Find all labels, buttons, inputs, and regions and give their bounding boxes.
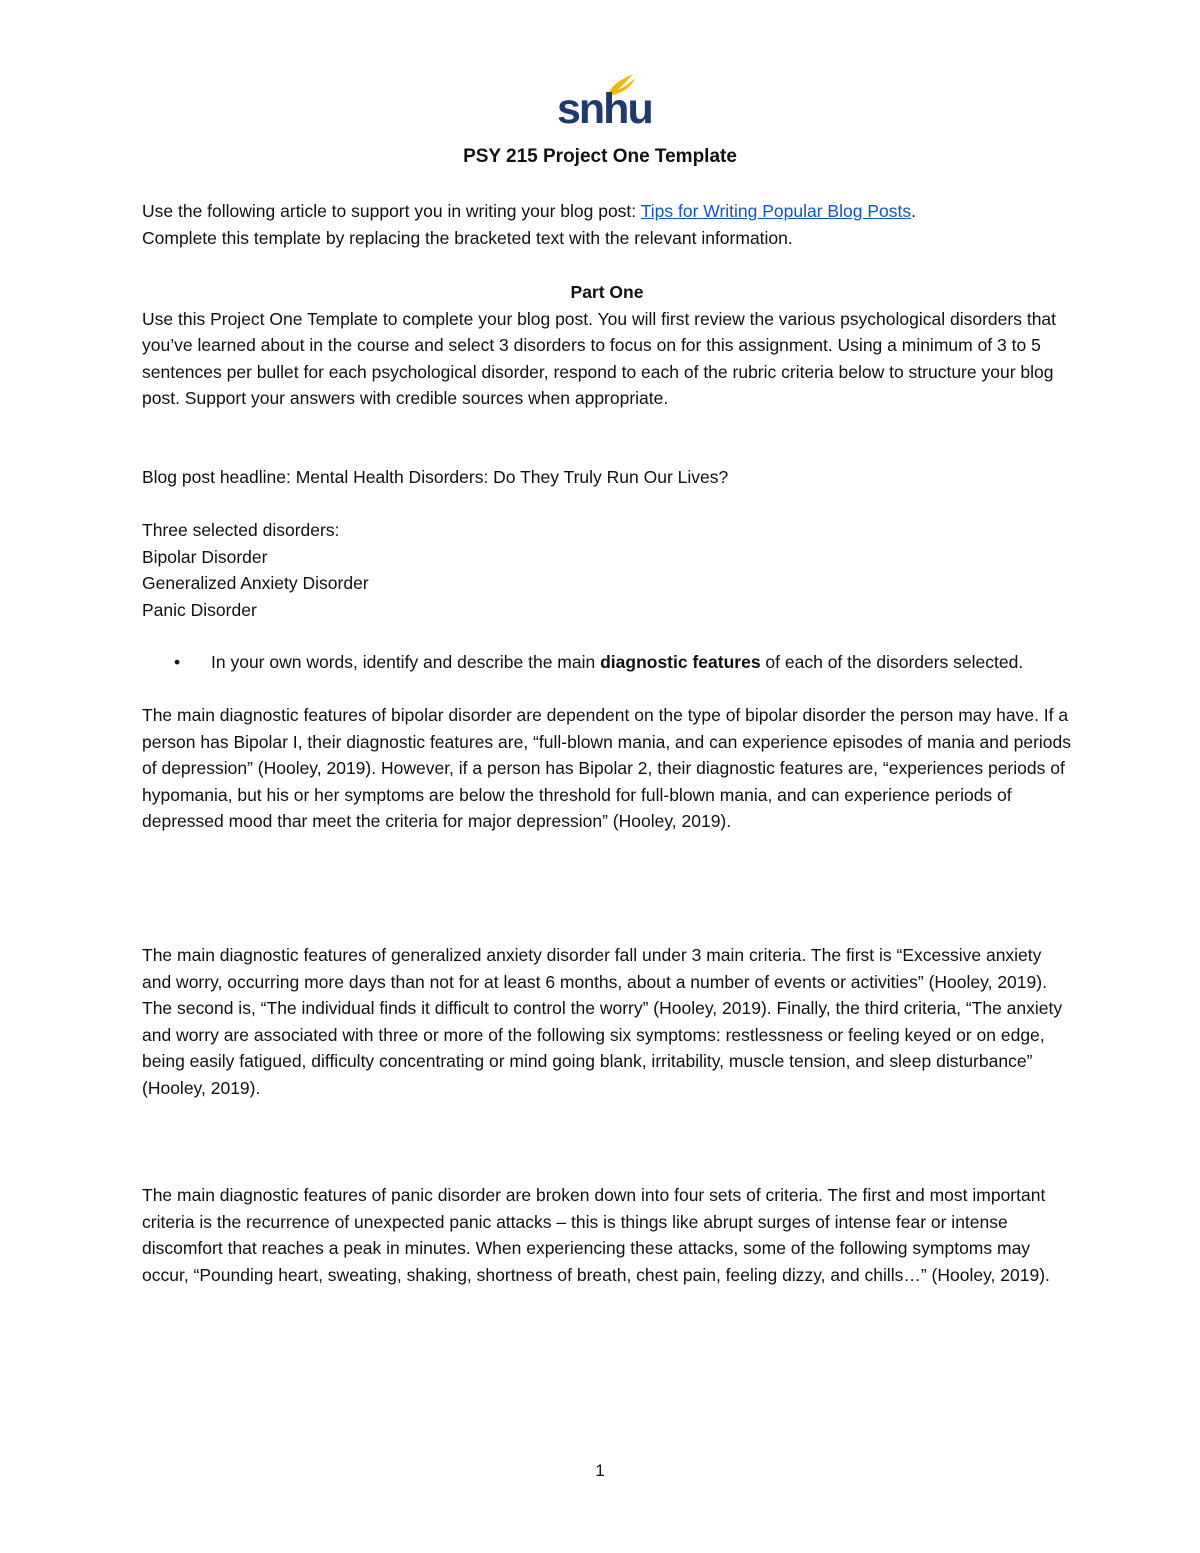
list-item: Panic Disorder <box>142 599 257 620</box>
selected-label: Three selected disorders: <box>142 520 340 540</box>
part-heading: Part One <box>570 282 644 302</box>
bullet-prefix: In your own words, identify and describe the main <box>211 652 601 672</box>
intro-text: Use the following article to support you in writing your blog post: <box>142 201 641 221</box>
intro-line-2: Complete this template by replacing the bracketed text with the relevant information. <box>142 227 793 248</box>
rubric-bullet <box>142 649 1072 676</box>
bullet-text <box>211 649 1072 676</box>
list-item: Generalized Anxiety Disorder <box>142 573 369 593</box>
part-one-section <box>142 279 1072 412</box>
logo-wordmark: snhu <box>557 85 652 133</box>
bullet-bold: diagnostic features <box>600 652 761 672</box>
intro-block <box>142 198 1072 251</box>
headline-line: Blog post headline: Mental Health Disorders: Do They Truly Run Our Lives? <box>142 467 729 487</box>
list-item: Bipolar Disorder <box>142 546 268 567</box>
intro-period: . <box>911 201 916 221</box>
part-paragraph: Use this Project One Template to complete your blog post. You will first review the various psychological disorders that you’ve learned about in the course and select 3 disorders to focus on for this assignment. Using a minimum of 3 to 5 sentences per bullet for each psychological disorder, respond to each of the rubric criteria below to structure your blog post. Support your answers with credible sources when appropriate. <box>142 308 1057 408</box>
disorders-list <box>142 517 1072 623</box>
answer-gad: The main diagnostic features of generalized anxiety disorder fall under 3 main criteria. The first is “Excessive anxiety and worry, occurring more days than not for at least 6 months, about a number of events or activities” (Hooley, 2019). The second is, “The individual finds it difficult to control the worry” (Hooley, 2019). Finally, the third criteria, “The anxiety and worry are associated with three or more of the following six symptoms: restlessness or feeling keyed or on edge, being easily fatigued, difficulty concentrating or mind going blank, irritability, muscle tension, and sleep disturbance” (Hooley, 2019). <box>142 945 1063 1098</box>
snhu-logo <box>553 72 652 133</box>
document-title: PSY 215 Project One Template <box>463 146 737 167</box>
intro-line-1 <box>142 198 1072 225</box>
bullet-suffix: of each of the disorders selected. <box>760 652 1024 672</box>
answer-panic: The main diagnostic features of panic disorder are broken down into four sets of criteria. The first and most important criteria is the recurrence of unexpected panic attacks – this is things like abrupt surges of intense fear or intense discomfort that reaches a peak in minutes. When experiencing these attacks, some of the following symptoms may occur, “Pounding heart, sweating, shaking, shortness of breath, chest pain, feeling dizzy, and chills…” (Hooley, 2019). <box>142 1185 1050 1285</box>
blog-tips-link[interactable]: Tips for Writing Popular Blog Posts <box>640 201 912 221</box>
page-number: 1 <box>595 1461 605 1480</box>
bullet-icon: • <box>174 652 181 672</box>
answer-bipolar: The main diagnostic features of bipolar disorder are dependent on the type of bipolar disorder the person may have. If a person has Bipolar I, their diagnostic features are, “full-blown mania, and can experience episodes of mania and periods of depression” (Hooley, 2019). However, if a person has Bipolar 2, their diagnostic features are, “experiences periods of hypomania, but his or her symptoms are below the threshold for full-blown mania, and can experience periods of depressed mood thar meet the criteria for major depression” (Hooley, 2019). <box>142 705 1072 831</box>
